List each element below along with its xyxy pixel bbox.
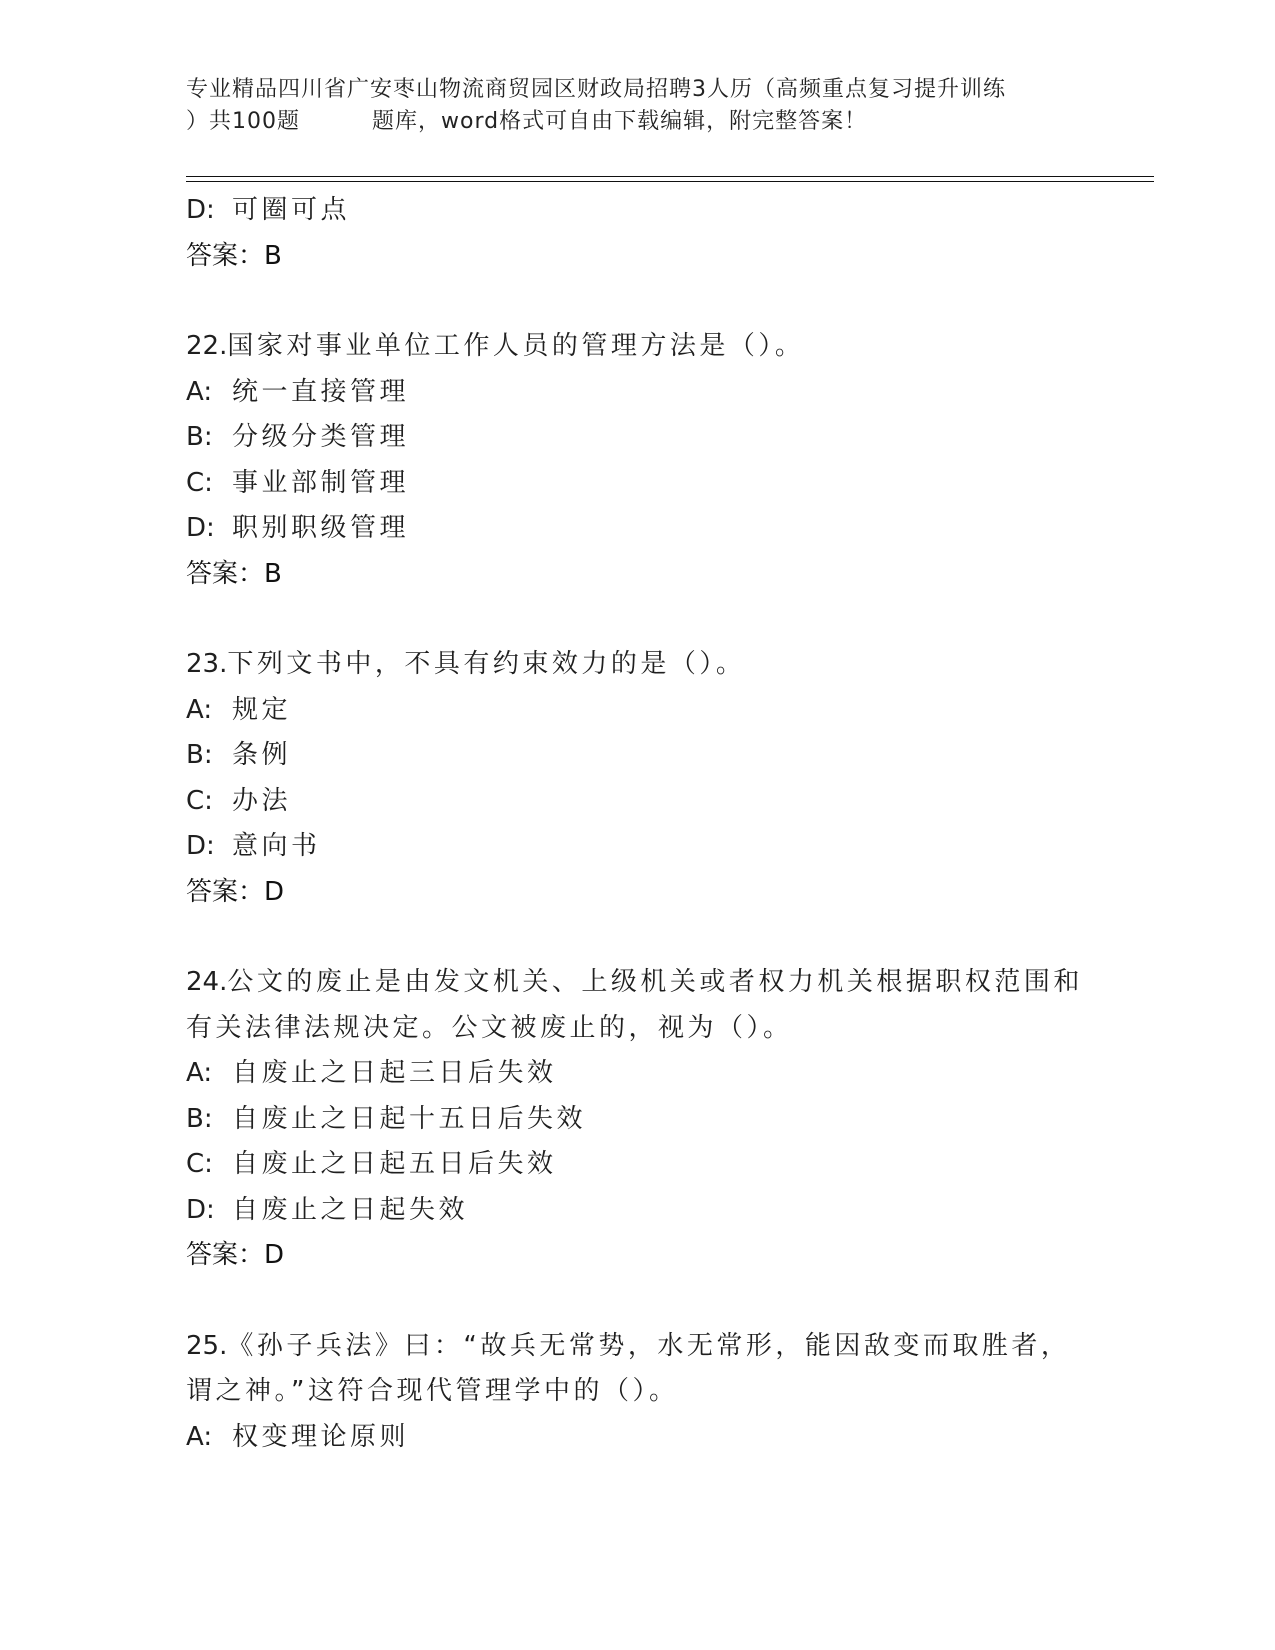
question-number: 22. xyxy=(186,331,228,361)
option-label: D: xyxy=(186,195,215,225)
prev-answer: 答案：B xyxy=(186,240,282,271)
option-text: 意向书 xyxy=(232,831,321,861)
option-label: A: xyxy=(186,1421,213,1452)
question-text: 公文的废止是由发文机关、上级机关或者权力机关根据职权范围和 xyxy=(227,967,1083,997)
question-number: 24. xyxy=(186,967,228,997)
option-text: 自废止之日起十五日后失效 xyxy=(232,1103,587,1134)
question-25-stem-line-1 xyxy=(186,1324,1086,1370)
option-label: D: xyxy=(186,513,215,543)
question-text: 下列文书中，不具有约束效力的是（）。 xyxy=(227,649,746,679)
option-text: 权变理论原则 xyxy=(232,1421,410,1452)
header-divider-thin xyxy=(186,181,1154,182)
option-text: 统一直接管理 xyxy=(232,376,410,407)
header-line-2-part-2: 题库，word格式可自由下载编辑，附完整答案！ xyxy=(372,109,868,134)
option-label: A: xyxy=(186,694,213,725)
option-text: 事业部制管理 xyxy=(232,467,410,498)
question-22-option-b xyxy=(186,415,1086,461)
option-text: 自废止之日起五日后失效 xyxy=(232,1149,557,1179)
question-24-stem-line-2: 有关法律法规决定。公文被废止的，视为（）。 xyxy=(186,1012,793,1043)
option-label: D: xyxy=(186,1194,215,1225)
question-24-option-a xyxy=(186,1051,1086,1097)
question-number: 23. xyxy=(186,649,228,679)
header-line-1: 专业精品四川省广安枣山物流商贸园区财政局招聘3人历（高频重点复习提升训练 xyxy=(186,77,1006,102)
option-label: C: xyxy=(186,467,213,498)
question-22-option-a xyxy=(186,370,1086,416)
header-divider-thick xyxy=(186,176,1154,177)
question-text: 《孙子兵法》曰：“故兵无常势，水无常形，能因敌变而取胜者， xyxy=(227,1330,1071,1361)
option-text: 可圈可点 xyxy=(232,195,351,225)
question-23-option-c xyxy=(186,779,1086,825)
option-text: 分级分类管理 xyxy=(232,422,410,452)
question-22-answer: 答案：B xyxy=(186,558,282,589)
option-label: D: xyxy=(186,831,215,861)
question-22-option-c xyxy=(186,461,1086,507)
option-text: 规定 xyxy=(232,694,292,725)
question-text: 国家对事业单位工作人员的管理方法是（）。 xyxy=(227,331,805,361)
question-22-stem xyxy=(186,324,1086,370)
option-label: C: xyxy=(186,1149,213,1179)
option-label: A: xyxy=(186,376,213,407)
question-23-stem xyxy=(186,642,1086,688)
question-25-option-a xyxy=(186,1415,1086,1461)
prev-option-d xyxy=(186,188,1086,234)
option-text: 条例 xyxy=(232,740,292,770)
document-header xyxy=(186,74,1086,138)
option-label: B: xyxy=(186,1103,213,1134)
header-line-2 xyxy=(186,106,1086,138)
header-line-2-part-1: ）共100题 xyxy=(186,109,300,134)
question-24-option-d xyxy=(186,1188,1086,1234)
option-text: 办法 xyxy=(232,785,292,816)
option-label: B: xyxy=(186,740,213,770)
option-text: 自废止之日起失效 xyxy=(232,1194,469,1225)
option-label: C: xyxy=(186,785,213,816)
question-23-option-a xyxy=(186,688,1086,734)
question-22-option-d xyxy=(186,506,1086,552)
question-23-option-d xyxy=(186,824,1086,870)
option-text: 职别职级管理 xyxy=(232,513,410,543)
question-number: 25. xyxy=(186,1330,228,1361)
question-list xyxy=(186,188,1086,1460)
question-24-stem-line-1 xyxy=(186,960,1086,1006)
option-text: 自废止之日起三日后失效 xyxy=(232,1058,557,1088)
question-24-answer: 答案：D xyxy=(186,1240,285,1270)
question-24-option-b xyxy=(186,1097,1086,1143)
option-label: A: xyxy=(186,1058,213,1088)
question-23-option-b xyxy=(186,733,1086,779)
option-label: B: xyxy=(186,422,213,452)
question-25-stem-line-2: 谓之神。”这符合现代管理学中的（）。 xyxy=(186,1376,679,1406)
question-23-answer: 答案：D xyxy=(186,876,285,907)
question-24-option-c xyxy=(186,1142,1086,1188)
